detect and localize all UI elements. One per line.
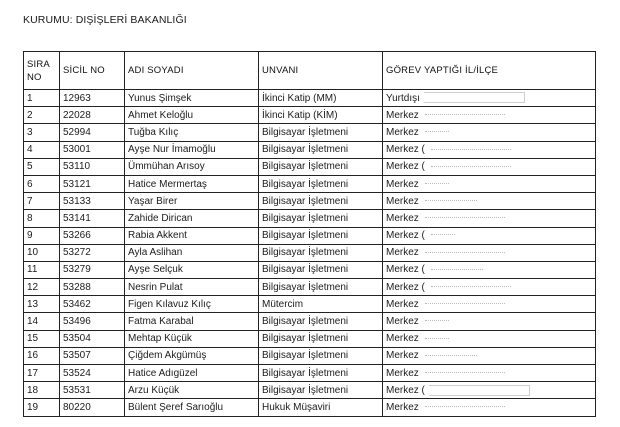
adi-soyadi-cell [125, 124, 259, 141]
sira-no-cell [24, 158, 60, 175]
gorev-yeri-cell-text: Yurtdışı [386, 92, 420, 104]
header-sicil-no: SİCİL NO [60, 52, 125, 90]
gorev-yeri-cell [383, 124, 596, 141]
sira-no-cell [24, 399, 60, 416]
unvani-cell-text: Bilgisayar İşletmeni [262, 367, 349, 379]
sira-no-cell-text: 3 [27, 126, 33, 138]
sira-no-cell-text: 13 [27, 298, 39, 310]
sicil-no-cell-text: 53121 [63, 178, 91, 190]
table-row [24, 261, 596, 278]
gorev-yeri-cell [383, 399, 596, 416]
gorev-yeri-cell [383, 158, 596, 175]
unvani-cell-text: Bilgisayar İşletmeni [262, 126, 349, 138]
gorev-yeri-cell-text: Merkez [386, 247, 419, 259]
unvani-cell-text: Bilgisayar İşletmeni [262, 230, 349, 242]
table-row [24, 330, 596, 347]
sira-no-cell-text: 2 [27, 109, 33, 121]
table-row [24, 279, 596, 296]
sira-no-cell-text: 8 [27, 212, 33, 224]
sira-no-cell [24, 210, 60, 227]
sicil-no-cell-text: 53524 [63, 367, 91, 379]
adi-soyadi-cell-text: Çiğdem Akgümüş [128, 350, 207, 362]
gorev-yeri-cell [383, 330, 596, 347]
unvani-cell [259, 330, 383, 347]
sicil-no-cell [60, 210, 125, 227]
sira-no-cell-text: 7 [27, 195, 33, 207]
gorev-yeri-cell [383, 210, 596, 227]
sira-no-cell-text: 18 [27, 384, 39, 396]
adi-soyadi-cell [125, 107, 259, 124]
sira-no-cell [24, 347, 60, 364]
redaction-mark [429, 385, 530, 396]
unvani-cell-text: Bilgisayar İşletmeni [262, 281, 349, 293]
sicil-no-cell [60, 141, 125, 158]
sira-no-cell [24, 193, 60, 210]
unvani-cell [259, 399, 383, 416]
page-title: KURUMU: DIŞİŞLERİ BAKANLIĞI [23, 14, 187, 26]
gorev-yeri-cell [383, 261, 596, 278]
redaction-mark [425, 372, 505, 374]
table-row [24, 158, 596, 175]
adi-soyadi-cell-text: Mehtap Küçük [128, 333, 192, 345]
adi-soyadi-cell [125, 296, 259, 313]
sicil-no-cell-text: 53279 [63, 264, 91, 276]
sicil-no-cell-text: 53141 [63, 212, 91, 224]
adi-soyadi-cell [125, 158, 259, 175]
adi-soyadi-cell [125, 330, 259, 347]
redaction-mark [431, 234, 455, 236]
adi-soyadi-cell-text: Zahide Dirican [128, 212, 193, 224]
adi-soyadi-cell-text: Ayla Aslihan [128, 247, 183, 259]
unvani-cell [259, 175, 383, 192]
gorev-yeri-cell-text: Merkez [386, 333, 419, 345]
adi-soyadi-cell [125, 382, 259, 399]
gorev-yeri-cell-text: Merkez ( [386, 230, 425, 242]
adi-soyadi-cell-text: Arzu Küçük [128, 384, 180, 396]
sicil-no-cell-text: 12963 [63, 92, 91, 104]
sicil-no-cell [60, 90, 125, 107]
unvani-cell-text: İkinci Katip (KİM) [262, 109, 338, 121]
redaction-mark [425, 114, 505, 116]
sicil-no-cell-text: 53462 [63, 298, 91, 310]
gorev-yeri-cell [383, 227, 596, 244]
adi-soyadi-cell-text: Figen Kılavuz Kılıç [128, 298, 211, 310]
header-sira-no: SIRA NO [24, 52, 60, 90]
table-row [24, 124, 596, 141]
sicil-no-cell [60, 382, 125, 399]
unvani-cell-text: Bilgisayar İşletmeni [262, 212, 349, 224]
gorev-yeri-cell [383, 175, 596, 192]
redaction-mark [425, 131, 449, 133]
unvani-cell [259, 347, 383, 364]
adi-soyadi-cell [125, 210, 259, 227]
sira-no-cell-text: 9 [27, 230, 33, 242]
adi-soyadi-cell [125, 244, 259, 261]
adi-soyadi-cell-text: Ayşe Selçuk [128, 264, 183, 276]
unvani-cell [259, 382, 383, 399]
sira-no-cell-text: 1 [27, 92, 33, 104]
unvani-cell-text: Bilgisayar İşletmeni [262, 264, 349, 276]
sira-no-cell [24, 107, 60, 124]
adi-soyadi-cell [125, 141, 259, 158]
sira-no-cell-text: 6 [27, 178, 33, 190]
adi-soyadi-cell-text: Ayşe Nur İmamoğlu [128, 144, 216, 156]
gorev-yeri-cell-text: Merkez [386, 212, 419, 224]
adi-soyadi-cell [125, 175, 259, 192]
sicil-no-cell [60, 193, 125, 210]
adi-soyadi-cell [125, 313, 259, 330]
sicil-no-cell-text: 53288 [63, 281, 91, 293]
sicil-no-cell-text: 53001 [63, 144, 91, 156]
sira-no-cell [24, 227, 60, 244]
sicil-no-cell [60, 158, 125, 175]
personnel-table [23, 51, 596, 417]
sira-no-cell [24, 175, 60, 192]
sicil-no-cell [60, 313, 125, 330]
adi-soyadi-cell [125, 399, 259, 416]
adi-soyadi-cell-text: Hatice Mermertaş [128, 178, 207, 190]
unvani-cell-text: Bilgisayar İşletmeni [262, 195, 349, 207]
redaction-mark [431, 149, 511, 151]
sira-no-cell-text: 17 [27, 367, 39, 379]
unvani-cell [259, 313, 383, 330]
sicil-no-cell [60, 330, 125, 347]
header-unvani: UNVANI [259, 52, 383, 90]
adi-soyadi-cell-text: Yunus Şimşek [128, 92, 192, 104]
redaction-mark [425, 303, 505, 305]
unvani-cell [259, 107, 383, 124]
adi-soyadi-cell-text: Fatma Karabal [128, 316, 194, 328]
header-gorev-yeri: GÖREV YAPTIĞI İL/İLÇE [383, 52, 596, 90]
sira-no-cell-text: 16 [27, 350, 39, 362]
sicil-no-cell [60, 124, 125, 141]
sira-no-cell [24, 382, 60, 399]
redaction-mark [425, 338, 449, 340]
redaction-mark [425, 355, 477, 357]
unvani-cell [259, 210, 383, 227]
sira-no-cell [24, 244, 60, 261]
sicil-no-cell-text: 53531 [63, 384, 91, 396]
sira-no-cell [24, 90, 60, 107]
sicil-no-cell-text: 22028 [63, 109, 91, 121]
sicil-no-cell [60, 175, 125, 192]
table-row [24, 244, 596, 261]
unvani-cell [259, 227, 383, 244]
sira-no-cell-text: 15 [27, 333, 39, 345]
sicil-no-cell [60, 107, 125, 124]
unvani-cell [259, 124, 383, 141]
table-row [24, 347, 596, 364]
gorev-yeri-cell [383, 244, 596, 261]
table-row [24, 107, 596, 124]
sicil-no-cell-text: 80220 [63, 401, 91, 413]
adi-soyadi-cell [125, 90, 259, 107]
adi-soyadi-cell-text: Bülent Şeref Sarıoğlu [128, 401, 224, 413]
redaction-mark [425, 252, 505, 254]
gorev-yeri-cell [383, 382, 596, 399]
gorev-yeri-cell-text: Merkez [386, 367, 419, 379]
gorev-yeri-cell-text: Merkez [386, 298, 419, 310]
redaction-mark [425, 200, 477, 202]
table-row [24, 382, 596, 399]
redaction-mark [424, 92, 525, 103]
redaction-mark [425, 406, 505, 408]
adi-soyadi-cell [125, 279, 259, 296]
sicil-no-cell [60, 399, 125, 416]
unvani-cell-text: Mütercim [262, 298, 304, 310]
sicil-no-cell-text: 52994 [63, 126, 91, 138]
unvani-cell-text: Bilgisayar İşletmeni [262, 161, 349, 173]
gorev-yeri-cell-text: Merkez [386, 195, 419, 207]
adi-soyadi-cell-text: Ümmühan Arısoy [128, 161, 205, 173]
gorev-yeri-cell [383, 365, 596, 382]
sira-no-cell-text: 12 [27, 281, 39, 293]
adi-soyadi-cell-text: Nesrin Pulat [128, 281, 183, 293]
gorev-yeri-cell-text: Merkez [386, 316, 419, 328]
unvani-cell-text: Bilgisayar İşletmeni [262, 350, 349, 362]
adi-soyadi-cell-text: Rabia Akkent [128, 230, 187, 242]
unvani-cell-text: Hukuk Müşaviri [262, 401, 331, 413]
adi-soyadi-cell [125, 227, 259, 244]
sicil-no-cell-text: 53507 [63, 350, 91, 362]
gorev-yeri-cell-text: Merkez ( [386, 264, 425, 276]
sira-no-cell-text: 11 [27, 264, 38, 276]
gorev-yeri-cell-text: Merkez [386, 109, 419, 121]
sira-no-cell-text: 14 [27, 316, 39, 328]
sira-no-cell [24, 141, 60, 158]
sicil-no-cell [60, 296, 125, 313]
sicil-no-cell [60, 244, 125, 261]
table-row [24, 227, 596, 244]
redaction-mark [431, 286, 511, 288]
sicil-no-cell-text: 53133 [63, 195, 91, 207]
header-row [24, 52, 596, 90]
sicil-no-cell-text: 53504 [63, 333, 91, 345]
unvani-cell [259, 90, 383, 107]
unvani-cell [259, 141, 383, 158]
adi-soyadi-cell [125, 365, 259, 382]
gorev-yeri-cell [383, 107, 596, 124]
gorev-yeri-cell [383, 279, 596, 296]
sicil-no-cell-text: 53272 [63, 247, 91, 259]
sira-no-cell-text: 10 [27, 247, 39, 259]
table-row [24, 313, 596, 330]
table-row [24, 210, 596, 227]
table-row [24, 365, 596, 382]
sicil-no-cell [60, 365, 125, 382]
sicil-no-cell-text: 53266 [63, 230, 91, 242]
unvani-cell [259, 261, 383, 278]
sira-no-cell [24, 124, 60, 141]
table-row [24, 193, 596, 210]
redaction-mark [425, 183, 449, 185]
redaction-mark [431, 166, 511, 168]
unvani-cell-text: İkinci Katip (MM) [262, 92, 337, 104]
gorev-yeri-cell-text: Merkez ( [386, 384, 425, 396]
table-header [24, 52, 596, 90]
gorev-yeri-cell [383, 90, 596, 107]
sira-no-cell [24, 261, 60, 278]
gorev-yeri-cell-text: Merkez [386, 126, 419, 138]
unvani-cell-text: Bilgisayar İşletmeni [262, 384, 349, 396]
sicil-no-cell [60, 347, 125, 364]
unvani-cell-text: Bilgisayar İşletmeni [262, 178, 349, 190]
adi-soyadi-cell [125, 261, 259, 278]
sicil-no-cell [60, 261, 125, 278]
gorev-yeri-cell [383, 141, 596, 158]
unvani-cell-text: Bilgisayar İşletmeni [262, 247, 349, 259]
sira-no-cell [24, 279, 60, 296]
sira-no-cell [24, 365, 60, 382]
gorev-yeri-cell [383, 193, 596, 210]
sicil-no-cell-text: 53110 [63, 161, 91, 173]
sicil-no-cell [60, 279, 125, 296]
sira-no-cell [24, 330, 60, 347]
adi-soyadi-cell [125, 193, 259, 210]
gorev-yeri-cell [383, 347, 596, 364]
sicil-no-cell-text: 53496 [63, 316, 91, 328]
sira-no-cell-text: 4 [27, 144, 33, 156]
gorev-yeri-cell [383, 296, 596, 313]
adi-soyadi-cell-text: Hatice Adıgüzel [128, 367, 198, 379]
unvani-cell-text: Bilgisayar İşletmeni [262, 333, 349, 345]
sira-no-cell [24, 313, 60, 330]
gorev-yeri-cell-text: Merkez ( [386, 144, 425, 156]
adi-soyadi-cell [125, 347, 259, 364]
table-row [24, 399, 596, 416]
table-body [24, 90, 596, 417]
gorev-yeri-cell-text: Merkez ( [386, 281, 425, 293]
table-row [24, 175, 596, 192]
table-row [24, 90, 596, 107]
unvani-cell-text: Bilgisayar İşletmeni [262, 316, 349, 328]
gorev-yeri-cell-text: Merkez [386, 401, 419, 413]
adi-soyadi-cell-text: Tuğba Kılıç [128, 126, 179, 138]
redaction-mark [425, 217, 505, 219]
unvani-cell [259, 244, 383, 261]
adi-soyadi-cell-text: Ahmet Keloğlu [128, 109, 194, 121]
gorev-yeri-cell-text: Merkez ( [386, 161, 425, 173]
unvani-cell-text: Bilgisayar İşletmeni [262, 144, 349, 156]
unvani-cell [259, 296, 383, 313]
table-row [24, 296, 596, 313]
unvani-cell [259, 279, 383, 296]
gorev-yeri-cell [383, 313, 596, 330]
adi-soyadi-cell-text: Yaşar Birer [128, 195, 178, 207]
redaction-mark [431, 269, 483, 271]
gorev-yeri-cell-text: Merkez [386, 350, 419, 362]
redaction-mark [425, 320, 449, 322]
header-adi-soyadi: ADI SOYADI [125, 52, 259, 90]
unvani-cell [259, 158, 383, 175]
unvani-cell [259, 193, 383, 210]
sicil-no-cell [60, 227, 125, 244]
unvani-cell [259, 365, 383, 382]
sira-no-cell-text: 19 [27, 401, 39, 413]
table-row [24, 141, 596, 158]
sira-no-cell-text: 5 [27, 161, 33, 173]
gorev-yeri-cell-text: Merkez [386, 178, 419, 190]
sira-no-cell [24, 296, 60, 313]
